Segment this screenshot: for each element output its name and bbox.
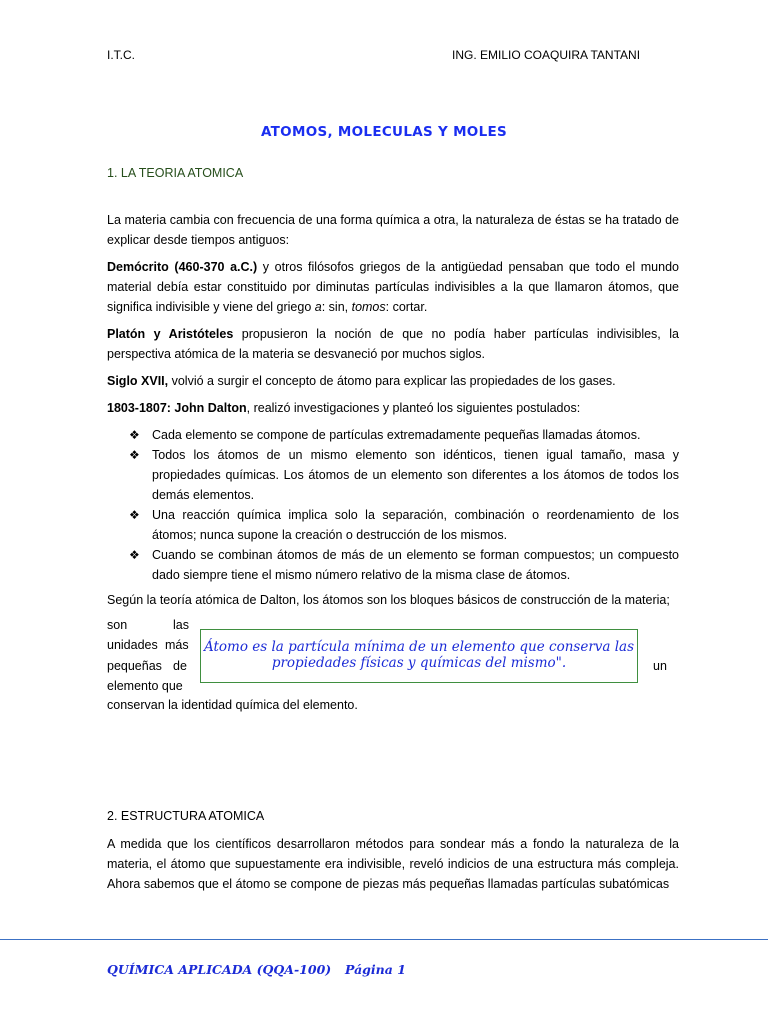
section-heading-2: 2. ESTRUCTURA ATOMICA [107, 809, 265, 823]
atom-definition-callout: Átomo es la partícula mínima de un elemento que conserva las propiedades físicas y químicas del mismo". [200, 629, 638, 683]
diamond-bullet-icon: ❖ [129, 508, 140, 522]
wrap-text-de: de [173, 659, 187, 673]
wrap-text-elemento-que: elemento que [107, 679, 183, 693]
wrap-text-las: las [173, 618, 189, 632]
dalton-label: 1803-1807: John Dalton [107, 401, 247, 415]
diamond-bullet-icon: ❖ [129, 548, 140, 562]
diamond-bullet-icon: ❖ [129, 448, 140, 462]
section-2-body [107, 834, 679, 901]
wrap-text-un: un [653, 659, 667, 673]
wrap-text-mas: más [165, 638, 189, 652]
footer-course-name: QUÍMICA APLICADA (QQA-100) [107, 962, 332, 977]
paragraph-democrito [107, 257, 679, 317]
siglo-text: volvió a surgir el concepto de átomo para explicar las propiedades de los gases. [168, 374, 616, 388]
platon-label: Platón y Aristóteles [107, 327, 234, 341]
democrito-label: Demócrito (460-370 a.C.) [107, 260, 258, 274]
greek-sin: : sin, [321, 300, 352, 314]
greek-tomos: tomos [351, 300, 386, 314]
section-heading-1: 1. LA TEORIA ATOMICA [107, 166, 244, 180]
list-item: ❖ Todos los átomos de un mismo elemento son idénticos, tienen igual tamaño, masa y propiedades químicas. Los átomos de un elemento son diferentes a los átomos de todos los demás elementos. [107, 445, 679, 505]
dalton-postulates-list [107, 425, 679, 585]
dalton-text: , realizó investigaciones y planteó los siguientes postulados: [246, 401, 581, 415]
footer-page-number: Página 1 [345, 962, 406, 977]
siglo-label: Siglo XVII, [107, 374, 169, 388]
wrap-text-unidades: unidades [107, 638, 158, 652]
paragraph-platon [107, 324, 679, 364]
paragraph-intro: La materia cambia con frecuencia de una forma química a otra, la naturaleza de éstas se ha tratado de explicar desde tiempos antiguos: [107, 213, 679, 247]
democrito-text: y otros filósofos griegos de la antigüedad pensaban que todo el mundo material debía estar constituido por diminutas partículas indivisibles a la que llamaron átomos, que significa indivisible y viene del griego [107, 260, 679, 314]
greek-cortar: : cortar. [385, 300, 428, 314]
paragraph-siglo-xvii [107, 371, 679, 391]
wrap-text-conservan: conservan la identidad química del elemento. [107, 698, 358, 712]
section-1-body [107, 210, 679, 617]
paragraph-dalton [107, 398, 679, 418]
wrap-text-son: son [107, 618, 128, 632]
document-title: ATOMOS, MOLECULAS Y MOLES [260, 124, 508, 140]
header-institution: I.T.C. [107, 48, 136, 62]
list-item: ❖ Cuando se combinan átomos de más de un elemento se forman compuestos; un compuesto dado siempre tiene el mismo número relativo de la misma clase de átomos. [107, 545, 679, 585]
list-item: ❖ Cada elemento se compone de partículas extremadamente pequeñas llamadas átomos. [107, 425, 679, 445]
platon-text: propusieron la noción de que no podía haber partículas indivisibles, la perspectiva atómica de la materia se desvaneció por muchos siglos. [107, 327, 679, 361]
wrap-text-pequenas: pequeñas [107, 659, 162, 673]
footer-divider [0, 939, 768, 940]
header-author: ING. EMILIO COAQUIRA TANTANI [452, 48, 641, 62]
paragraph-dalton-theory: Según la teoría atómica de Dalton, los átomos son los bloques básicos de construcción de la materia; [107, 593, 670, 607]
paragraph-estructura: A medida que los científicos desarrollaron métodos para sondear más a fondo la naturaleza de la materia, el átomo que supuestamente era indivisible, reveló indicios de una estructura más compleja. Ahora sabemos que el átomo se compone de piezas más pequeñas llamadas partículas subatómicas [107, 837, 679, 891]
list-item: ❖ Una reacción química implica solo la separación, combinación o reordenamiento de los átomos; nunca supone la creación o destrucción de los mismos. [107, 505, 679, 545]
diamond-bullet-icon: ❖ [129, 428, 140, 442]
greek-a: a [314, 300, 322, 314]
